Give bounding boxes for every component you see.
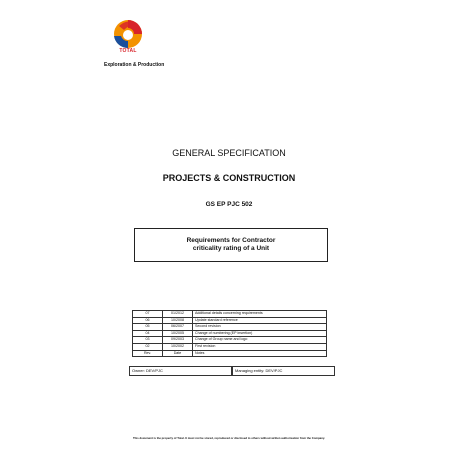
logo-center (123, 30, 133, 40)
revision-number: 05 (133, 324, 163, 331)
revision-row (133, 324, 327, 331)
revision-notes: Update standard reference (193, 317, 327, 324)
revision-header-row (133, 350, 327, 357)
revision-row (133, 330, 327, 337)
revision-header-rev: Rev. (133, 350, 163, 357)
managing-entity-field: Managing entity: DEV/PJC (232, 366, 335, 376)
revision-notes: Additional details concerning requirements (193, 311, 327, 318)
division-label: Exploration & Production (104, 62, 165, 68)
revision-row (133, 337, 327, 344)
revision-notes: First revision (193, 343, 327, 350)
revision-notes: Change of numbering (EP insertion) (193, 330, 327, 337)
document-title-box (134, 228, 328, 262)
revision-header-notes: Notes (193, 350, 327, 357)
brand-name: TOTAL (119, 48, 137, 54)
revision-date: 06/2007 (163, 324, 193, 331)
revision-number: 07 (133, 311, 163, 318)
revision-date: 01/2012 (163, 311, 193, 318)
revision-date: 10/2008 (163, 317, 193, 324)
document-title-line-1: Requirements for Contractor (186, 236, 276, 244)
revision-row (133, 311, 327, 318)
revision-notes: Second revision (193, 324, 327, 331)
revision-header-date: Date (163, 350, 193, 357)
property-notice: This document is the property of Total. It must not be stored, reproduced or disclosed to others without written authorisation from the Company. (132, 436, 326, 440)
revision-date: 10/2002 (163, 343, 193, 350)
document-reference: GS EP PJC 502 (205, 201, 253, 208)
revision-number: 06 (133, 317, 163, 324)
document-kind: GENERAL SPECIFICATION (172, 148, 286, 158)
document-area: PROJECTS & CONSTRUCTION (162, 173, 296, 183)
revision-number: 03 (133, 337, 163, 344)
revision-row (133, 343, 327, 350)
revision-date: 10/2005 (163, 330, 193, 337)
owner-field: Owner: DEV/PJC (129, 366, 232, 376)
revision-number: 02 (133, 343, 163, 350)
revision-row (133, 317, 327, 324)
revision-table (132, 310, 327, 357)
revision-date: 09/2003 (163, 337, 193, 344)
revision-number: 04 (133, 330, 163, 337)
document-title-line-2: criticality rating of a Unit (192, 245, 270, 252)
revision-notes: Change of Group name and logo (193, 337, 327, 344)
